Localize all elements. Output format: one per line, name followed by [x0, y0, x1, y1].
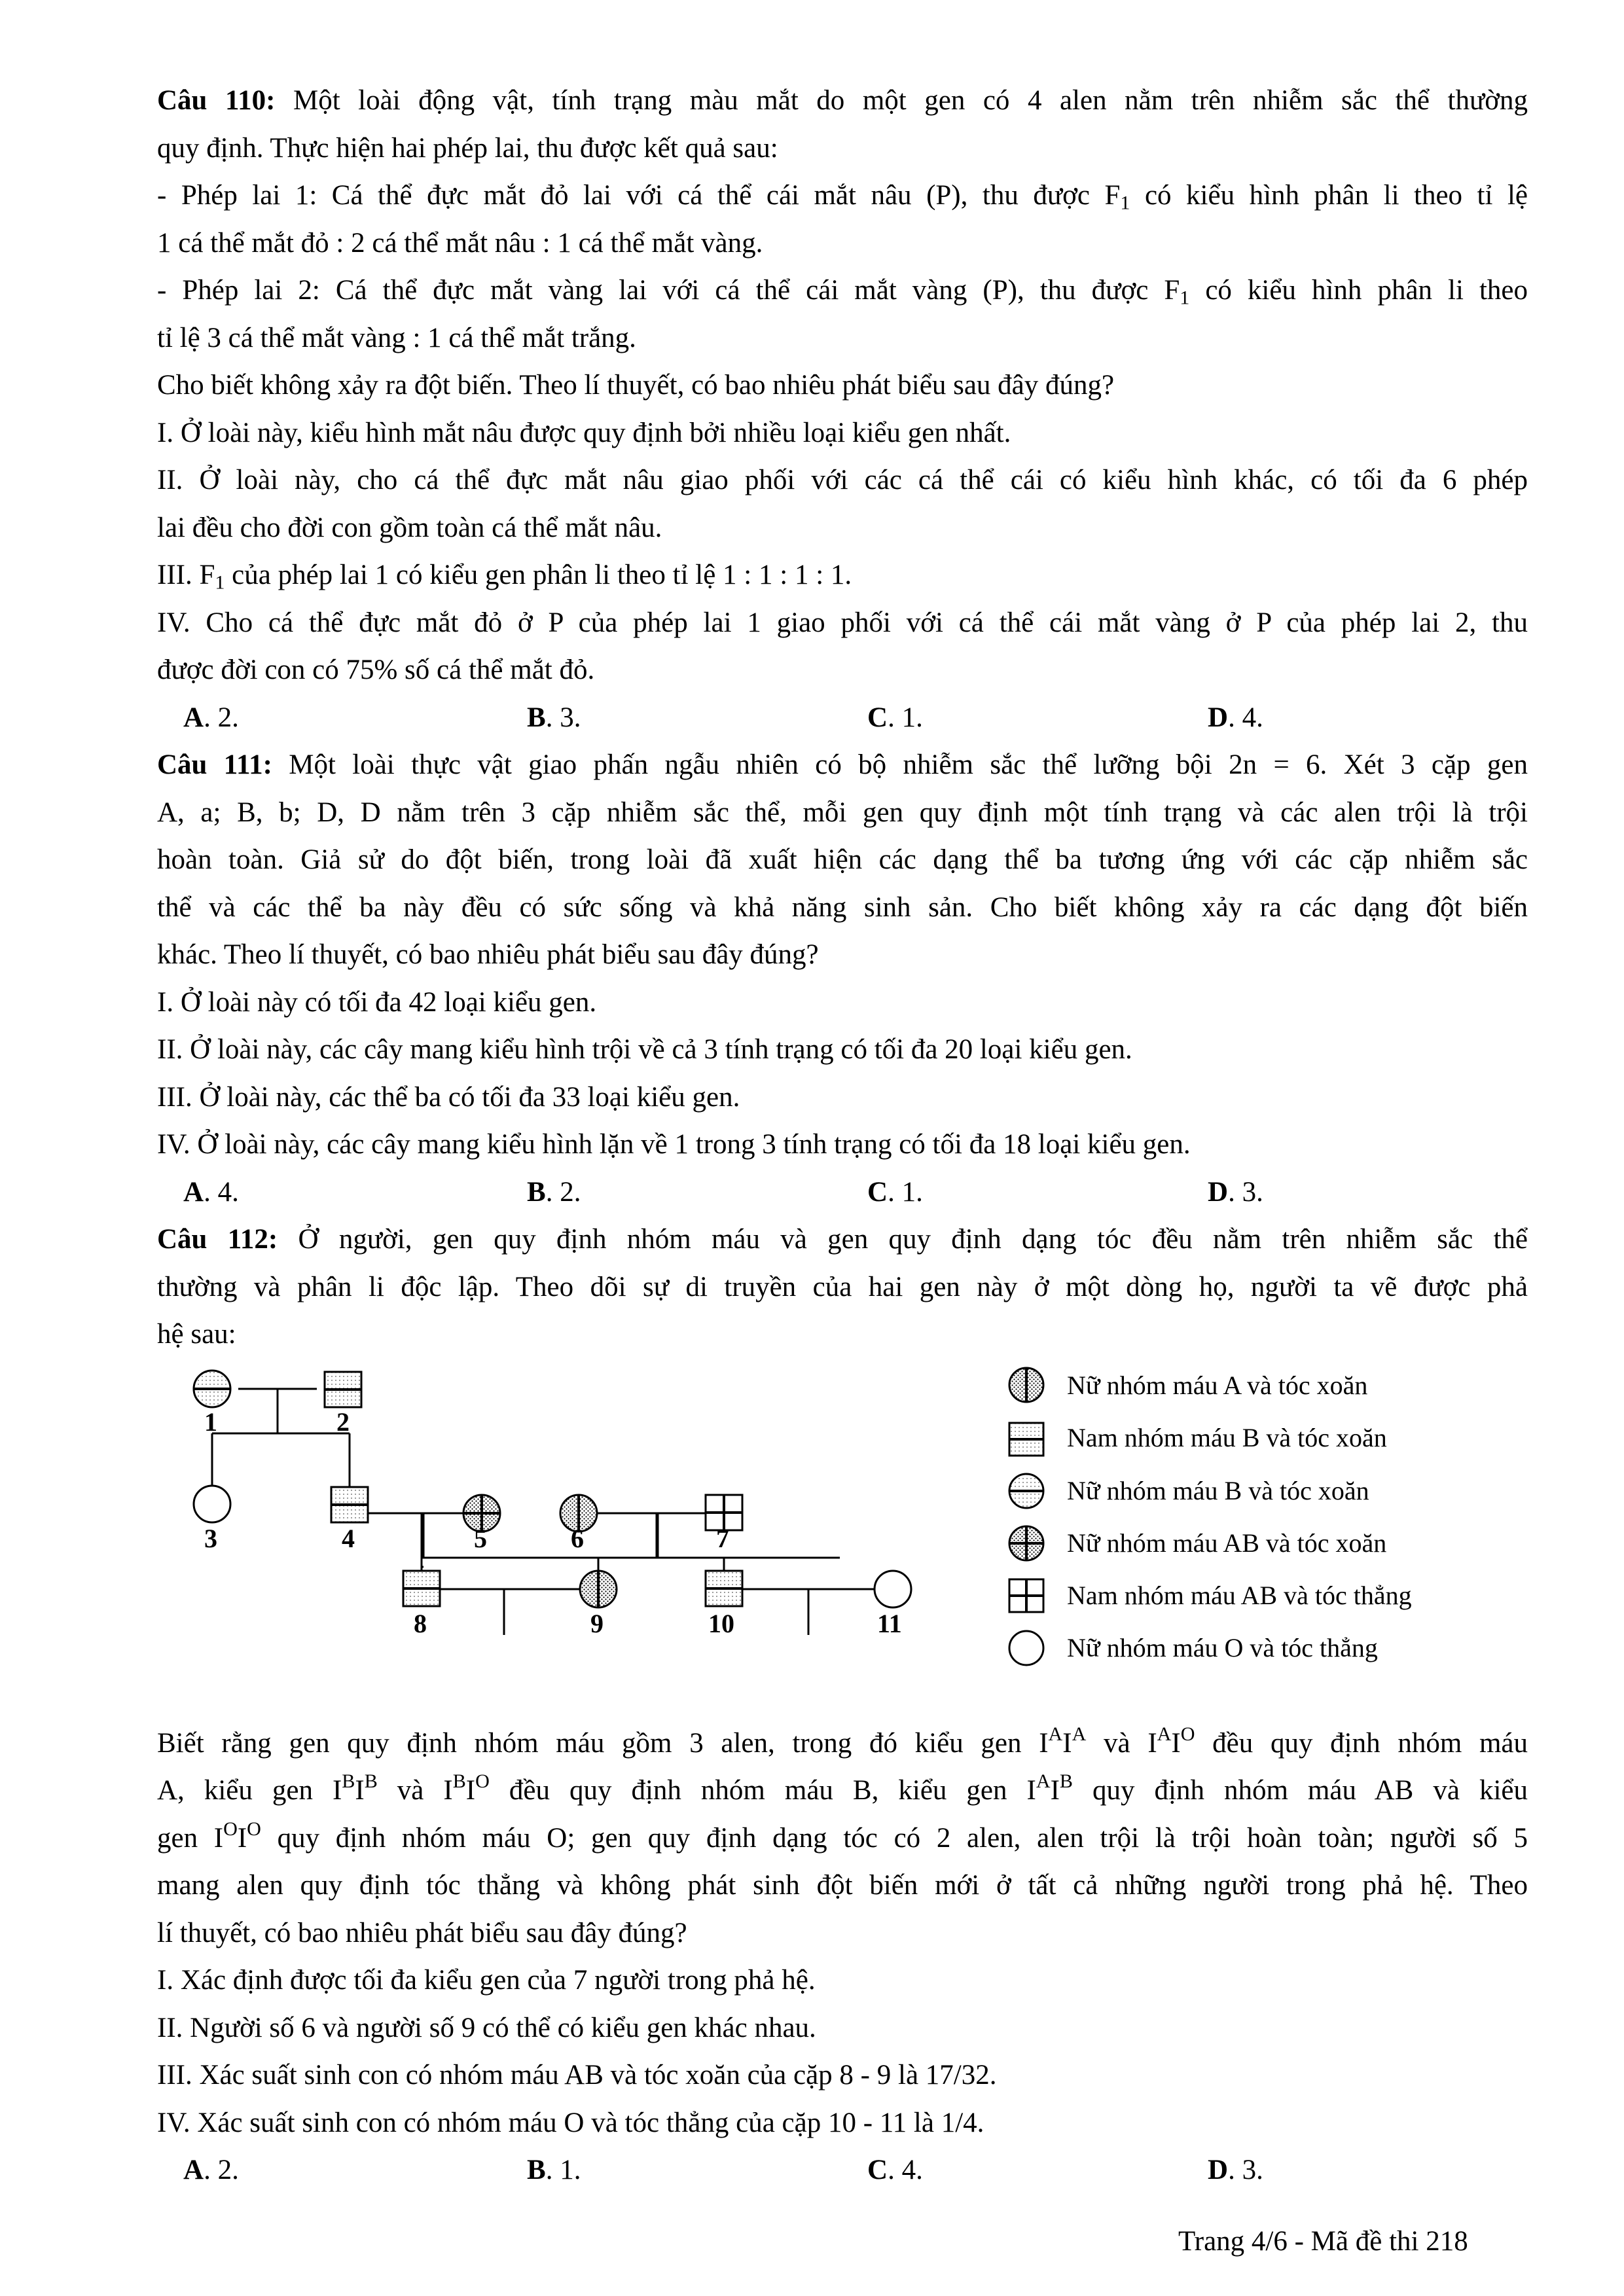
exam-page	[157, 77, 1528, 2195]
legend-symbol-ab-female	[1009, 1526, 1043, 1560]
q112-line2: thường và phân li độc lập. Theo dõi sự di truyền của hai gen này ở một dòng họ, người ta vẽ được phả	[157, 1271, 1528, 1302]
legend-symbol-ab-male	[1009, 1579, 1043, 1612]
q111-line2: A, a; B, b; D, D nằm trên 3 cặp nhiễm sắc thể, mỗi gen quy định một tính trạng và các alen trội là trội	[157, 797, 1528, 828]
q110-statement-3: III. $F_1$ của phép lai 1 có kiểu gen phân li theo tỉ lệ 1 : 1 : 1 : 1.	[157, 560, 852, 594]
q112-statement-2: II. Người số 6 và người số 9 có thể có kiểu gen khác nhau.	[157, 2012, 816, 2043]
legend-text-2: Nữ nhóm máu B và tóc xoăn	[1067, 1475, 1369, 1505]
label-3: 3	[204, 1523, 217, 1553]
q111-option-b[interactable]: B. 2.	[527, 1176, 581, 1208]
label-2: 2	[336, 1407, 350, 1437]
q112-text-1: Biết rằng gen quy định nhóm máu gồm 3 alen, trong đó kiểu gen $I^AI^A$ và $I^AI^O$ đều quy định nhóm máu	[157, 1722, 1528, 1759]
q112-statement-1: I. Xác định được tối đa kiểu gen của 7 người trong phả hệ.	[157, 1965, 816, 1996]
q111-option-c[interactable]: C. 1.	[867, 1176, 923, 1208]
q110-cross1-ratio: 1 cá thể mắt đỏ : 2 cá thể mắt nâu : 1 cá thể mắt vàng.	[157, 227, 763, 259]
label-11: 11	[877, 1608, 902, 1638]
q112-option-d[interactable]: D. 3.	[1208, 2155, 1263, 2185]
label-1: 1	[204, 1407, 217, 1437]
q112-line3: hệ sau:	[157, 1319, 236, 1350]
pedigree-labels	[204, 1407, 902, 1638]
q110-line1: Câu 110: Một loài động vật, tính trạng màu mắt do một gen có 4 alen nằm trên nhiễm sắc thể thường	[157, 85, 1528, 116]
q110-statement-4-cont: được đời con có 75% số cá thể mắt đỏ.	[157, 655, 595, 685]
q110-statement-2-cont: lai đều cho đời con gồm toàn cá thể mắt nâu.	[157, 512, 662, 543]
legend-text-0: Nữ nhóm máu A và tóc xoăn	[1067, 1370, 1368, 1400]
q110-line2: quy định. Thực hiện hai phép lai, thu được kết quả sau:	[157, 132, 778, 164]
q112-statement-4: IV. Xác suất sinh con có nhóm máu O và tóc thẳng của cặp 10 - 11 là 1/4.	[157, 2107, 984, 2138]
individual-1	[194, 1371, 230, 1407]
legend-symbol-a	[1009, 1368, 1043, 1402]
q111-line3: hoàn toàn. Giả sử do đột biến, trong loài đã xuất hiện các dạng thể ba tương ứng với các cặp nhiễm sắc	[157, 844, 1528, 875]
legend-symbol-b-female	[1009, 1474, 1043, 1508]
q111-label: Câu 111:	[157, 749, 272, 780]
individual-2	[325, 1372, 361, 1407]
q111-statement-2: II. Ở loài này, các cây mang kiểu hình trội về cả 3 tính trạng có tối đa 20 loại kiểu gen.	[157, 1034, 1132, 1065]
q112-option-c[interactable]: C. 4.	[867, 2155, 923, 2185]
label-8: 8	[414, 1608, 427, 1638]
q110-option-c[interactable]: C. 1.	[867, 702, 923, 733]
q110-option-a[interactable]: A. 2.	[183, 702, 239, 733]
q112-options	[157, 2147, 1528, 2195]
page-footer: Trang 4/6 - Mã đề thi 218	[1178, 2226, 1468, 2257]
q112-text-3: gen $I^OI^O$ quy định nhóm máu O; gen quy định dạng tóc có 2 alen, alen trội là trội hoàn toàn; người số 5	[157, 1817, 1528, 1854]
legend-text-5: Nữ nhóm máu O và tóc thẳng	[1067, 1632, 1378, 1662]
legend-symbol-o-female	[1009, 1631, 1043, 1665]
legend-symbol-b-male	[1009, 1423, 1043, 1456]
label-5: 5	[474, 1523, 487, 1553]
q110-option-b[interactable]: B. 3.	[527, 702, 581, 733]
q111-statement-4: IV. Ở loài này, các cây mang kiểu hình lặn về 1 trong 3 tính trạng có tối đa 18 loại kiểu gen.	[157, 1129, 1191, 1160]
individual-8	[403, 1571, 440, 1606]
q110-label: Câu 110:	[157, 85, 276, 116]
label-10: 10	[708, 1608, 734, 1638]
label-4: 4	[342, 1523, 355, 1553]
q112-option-b[interactable]: B. 1.	[527, 2155, 581, 2185]
gen3-lines-final	[422, 1558, 875, 1635]
pedigree-svg	[157, 1367, 1528, 1720]
q111-line4: thể và các thể ba này đều có sức sống và khả năng sinh sản. Cho biết không xảy ra các dạng đột biến	[157, 891, 1528, 923]
individual-9	[580, 1571, 617, 1607]
q110-cross2-ratio: tỉ lệ 3 cá thể mắt vàng : 1 cá thể mắt trắng.	[157, 322, 636, 353]
legend-text-1: Nam nhóm máu B và tóc xoăn	[1067, 1422, 1387, 1452]
q111-line1: Câu 111: Một loài thực vật giao phấn ngẫu nhiên có bộ nhiễm sắc thể lưỡng bội 2n = 6. Xét 3 cặp gen	[157, 749, 1528, 780]
q112-statement-3: III. Xác suất sinh con có nhóm máu AB và tóc xoăn của cặp 8 - 9 là 17/32.	[157, 2060, 997, 2090]
q112-label: Câu 112:	[157, 1224, 278, 1255]
q111-statement-3: III. Ở loài này, các thể ba có tối đa 33 loại kiểu gen.	[157, 1081, 740, 1113]
q111-options	[157, 1169, 1528, 1217]
q110-statement-4: IV. Cho cá thể đực mắt đỏ ở P của phép lai 1 giao phối với cá thể cái mắt vàng ở P của phép lai 2, thu	[157, 607, 1528, 638]
q112-line1: Câu 112: Ở người, gen quy định nhóm máu và gen quy định dạng tóc đều nằm trên nhiễm sắc thể	[157, 1224, 1528, 1255]
individual-10	[706, 1571, 742, 1606]
individual-4	[331, 1487, 368, 1522]
q110-statement-1: I. Ở loài này, kiểu hình mắt nâu được quy định bởi nhiều loại kiểu gen nhất.	[157, 417, 1011, 448]
q110-ask: Cho biết không xảy ra đột biến. Theo lí thuyết, có bao nhiêu phát biểu sau đây đúng?	[157, 370, 1115, 401]
q112-text-5: lí thuyết, có bao nhiêu phát biểu sau đây đúng?	[157, 1917, 687, 1948]
q112-text-4: mang alen quy định tóc thẳng và không phát sinh đột biến mới ở tất cả những người trong phả hệ. Theo	[157, 1870, 1528, 1901]
label-6: 6	[571, 1523, 584, 1553]
q110-cross2: - Phép lai 2: Cá thể đực mắt vàng lai với cá thể cái mắt vàng (P), thu được $F_1$ có kiểu hình phân li theo	[157, 275, 1528, 309]
q111-statement-1: I. Ở loài này có tối đa 42 loại kiểu gen.	[157, 986, 597, 1018]
q110-cross1: - Phép lai 1: Cá thể đực mắt đỏ lai với cá thể cái mắt nâu (P), thu được $F_1$ có kiểu hình phân li theo tỉ lệ	[157, 180, 1528, 214]
q112-text-2: A, kiểu gen $I^BI^B$ và $I^BI^O$ đều quy định nhóm máu B, kiểu gen $I^AI^B$ quy định nhóm máu AB và kiểu	[157, 1769, 1528, 1806]
q111-option-a[interactable]: A. 4.	[183, 1176, 239, 1208]
label-7: 7	[716, 1523, 729, 1553]
individual-11	[875, 1571, 911, 1607]
q111-option-d[interactable]: D. 3.	[1208, 1176, 1263, 1208]
pedigree-legend	[1009, 1368, 1412, 1665]
q110-options	[157, 694, 1528, 742]
q112-option-a[interactable]: A. 2.	[183, 2155, 239, 2185]
q110-statement-2: II. Ở loài này, cho cá thể đực mắt nâu giao phối với các cá thể cái có kiểu hình khác, có tối đa 6 phép	[157, 465, 1528, 495]
marriage-lines	[368, 1513, 706, 1558]
q111-line5: khác. Theo lí thuyết, có bao nhiêu phát biểu sau đây đúng?	[157, 939, 819, 970]
legend-text-4: Nam nhóm máu AB và tóc thẳng	[1067, 1580, 1412, 1610]
label-9: 9	[590, 1608, 604, 1638]
pedigree-figure	[157, 1367, 1528, 1720]
pedigree-lines	[212, 1389, 840, 1558]
individual-3	[194, 1486, 230, 1522]
legend-text-3: Nữ nhóm máu AB và tóc xoăn	[1067, 1528, 1387, 1558]
q110-option-d[interactable]: D. 4.	[1208, 702, 1263, 733]
